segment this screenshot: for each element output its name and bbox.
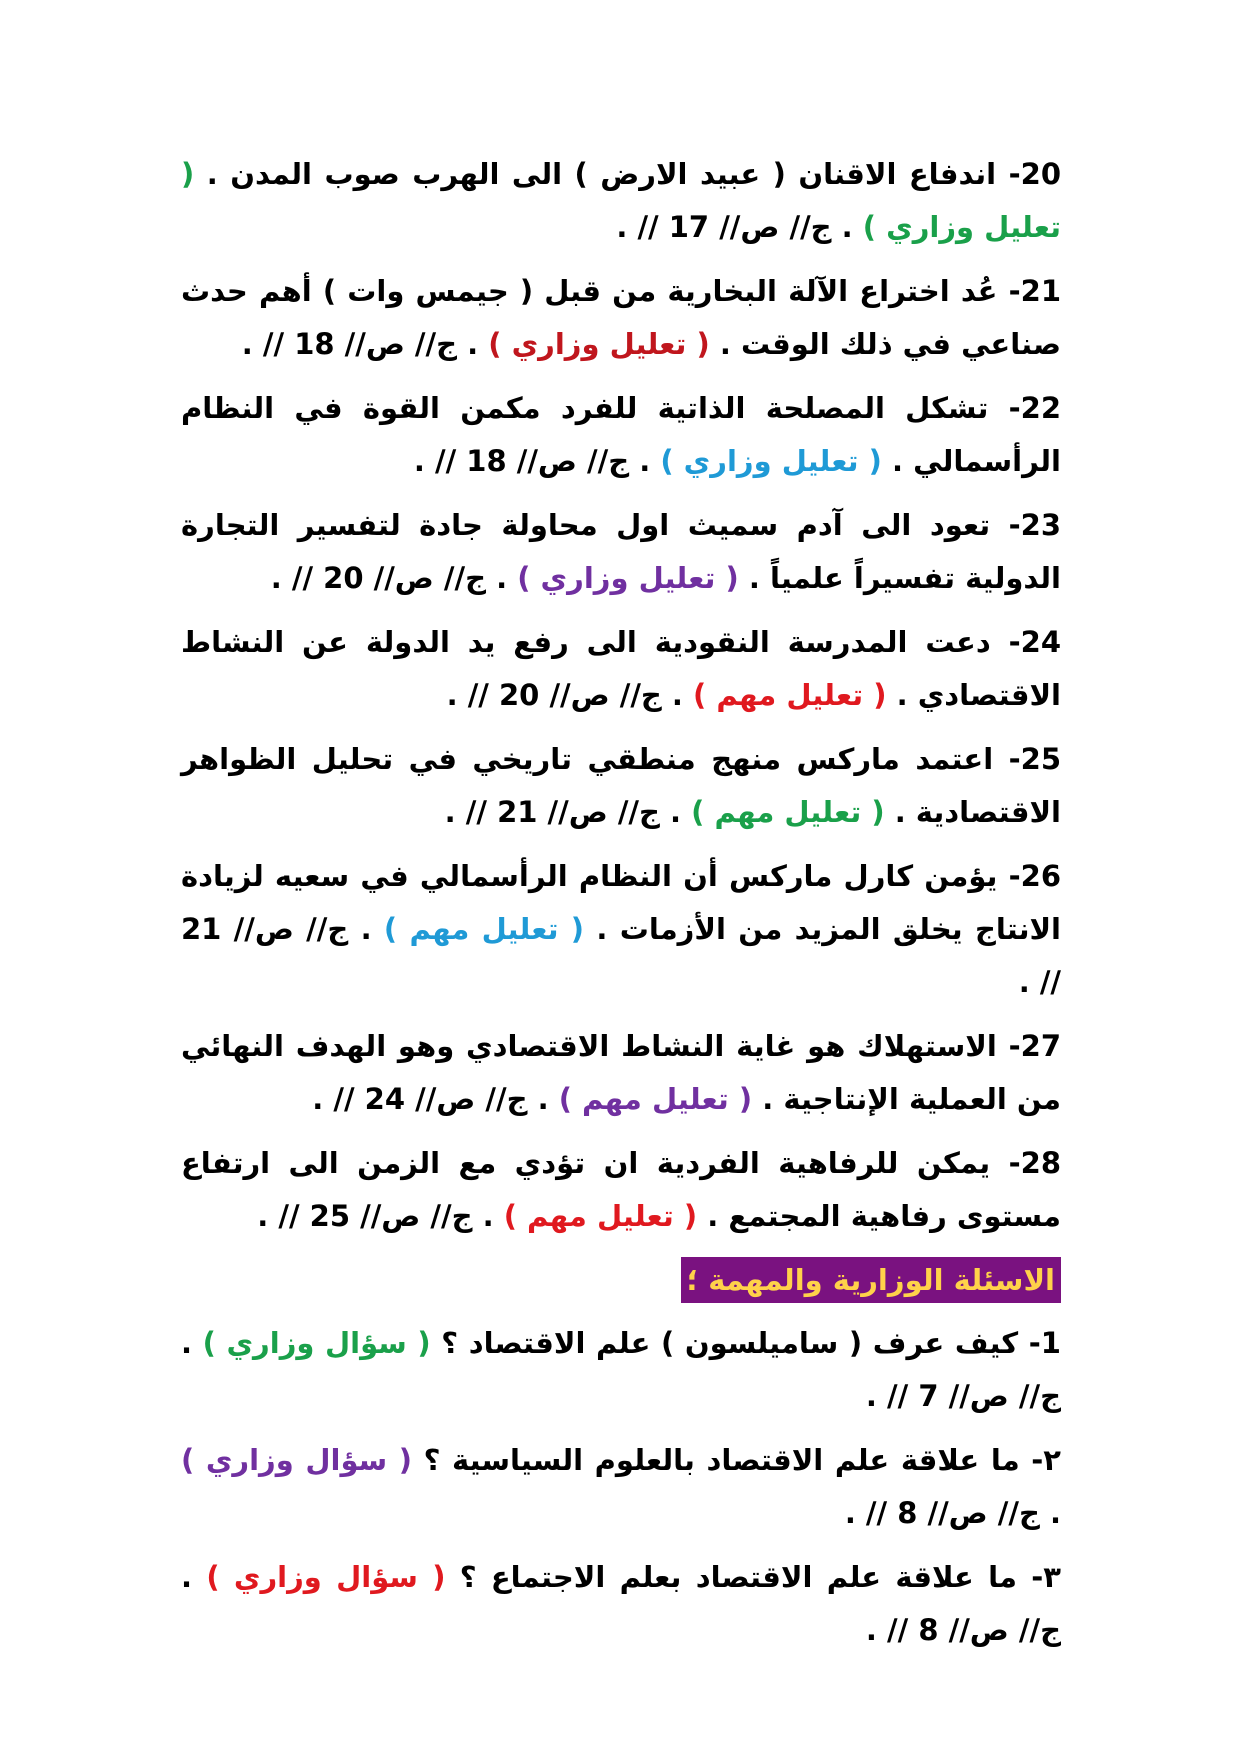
list-item-23 <box>181 499 1061 605</box>
section-heading-row <box>181 1254 1061 1307</box>
item-tag: ( تعليل مهم ) <box>558 1082 753 1116</box>
item-text: 21- عُد اختراع الآلة البخارية من قبل ( جيمس وات ) أهم حدث صناعي في ذلك الوقت . <box>181 274 1061 361</box>
item-reference: . ج// ص// 20 // . <box>446 678 694 712</box>
list-item-26 <box>181 850 1061 1009</box>
item-tag: ( تعليل وزاري ) <box>517 561 739 595</box>
question-item-2 <box>181 1434 1061 1540</box>
item-reference: . ج// ص// 18 // . <box>241 327 489 361</box>
list-item-28 <box>181 1137 1061 1243</box>
item-tag: ( تعليل مهم ) <box>503 1199 698 1233</box>
item-reference: . ج// ص// 24 // . <box>312 1082 559 1116</box>
item-tag: ( تعليل مهم ) <box>691 795 885 829</box>
section-heading: الاسئلة الوزارية والمهمة ؛ <box>681 1257 1062 1303</box>
item-reference: . ج// ص// 21 // . <box>181 912 1061 999</box>
item-reference: . ج// ص// 21 // . <box>444 795 692 829</box>
item-reference: . ج// ص// 18 // . <box>413 444 661 478</box>
item-text: 24- دعت المدرسة النقودية الى رفع يد الدولة عن النشاط الاقتصادي . <box>181 625 1061 712</box>
list-item-20 <box>181 148 1061 254</box>
item-reference: . ج// ص// 17 // . <box>616 210 863 244</box>
question-item-1 <box>181 1317 1061 1423</box>
page-content <box>181 148 1061 1668</box>
question-tag: ( سؤال وزاري ) <box>202 1326 431 1360</box>
item-tag: ( تعليل وزاري ) <box>488 327 710 361</box>
list-item-25 <box>181 733 1061 839</box>
item-text: 22- تشكل المصلحة الذاتية للفرد مكمن القوة في النظام الرأسمالي . <box>181 391 1061 478</box>
question-text: ٣- ما علاقة علم الاقتصاد بعلم الاجتماع ؟ <box>445 1560 1061 1594</box>
item-reference: . ج// ص// 25 // . <box>257 1199 504 1233</box>
item-text: 27- الاستهلاك هو غاية النشاط الاقتصادي وهو الهدف النهائي من العملية الإنتاجية . <box>181 1029 1061 1116</box>
list-item-24 <box>181 616 1061 722</box>
list-item-27 <box>181 1020 1061 1126</box>
question-text: ٢- ما علاقة علم الاقتصاد بالعلوم السياسية ؟ <box>412 1443 1061 1477</box>
question-text: 1- كيف عرف ( ساميلسون ) علم الاقتصاد ؟ <box>430 1326 1061 1360</box>
item-tag: ( تعليل مهم ) <box>383 912 585 946</box>
list-item-22 <box>181 382 1061 488</box>
item-tag: ( تعليل مهم ) <box>693 678 887 712</box>
item-text: 23- تعود الى آدم سميث اول محاولة جادة لتفسير التجارة الدولية تفسيراً علمياً . <box>181 508 1061 595</box>
question-tag: ( سؤال وزاري ) <box>181 1443 413 1477</box>
item-tag: ( تعليل وزاري ) <box>660 444 882 478</box>
item-text: 28- يمكن للرفاهية الفردية ان تؤدي مع الزمن الى ارتفاع مستوى رفاهية المجتمع . <box>181 1146 1061 1233</box>
item-text: 26- يؤمن كارل ماركس أن النظام الرأسمالي في سعيه لزيادة الانتاج يخلق المزيد من الأزمات . <box>181 859 1061 946</box>
item-reference: . ج// ص// 20 // . <box>270 561 518 595</box>
question-tag: ( سؤال وزاري ) <box>206 1560 446 1594</box>
question-reference: . ج// ص// 8 // . <box>181 1560 1061 1647</box>
question-reference: . ج// ص// 8 // . <box>844 1496 1061 1530</box>
question-item-3 <box>181 1551 1061 1657</box>
item-text: 25- اعتمد ماركس منهج منطقي تاريخي في تحليل الظواهر الاقتصادية . <box>181 742 1061 829</box>
item-text: 20- اندفاع الاقنان ( عبيد الارض ) الى الهرب صوب المدن . <box>194 157 1061 191</box>
list-item-21 <box>181 265 1061 371</box>
question-reference: . ج// ص// 7 // . <box>181 1326 1061 1413</box>
item-tag: ( تعليل وزاري ) <box>181 157 1061 244</box>
